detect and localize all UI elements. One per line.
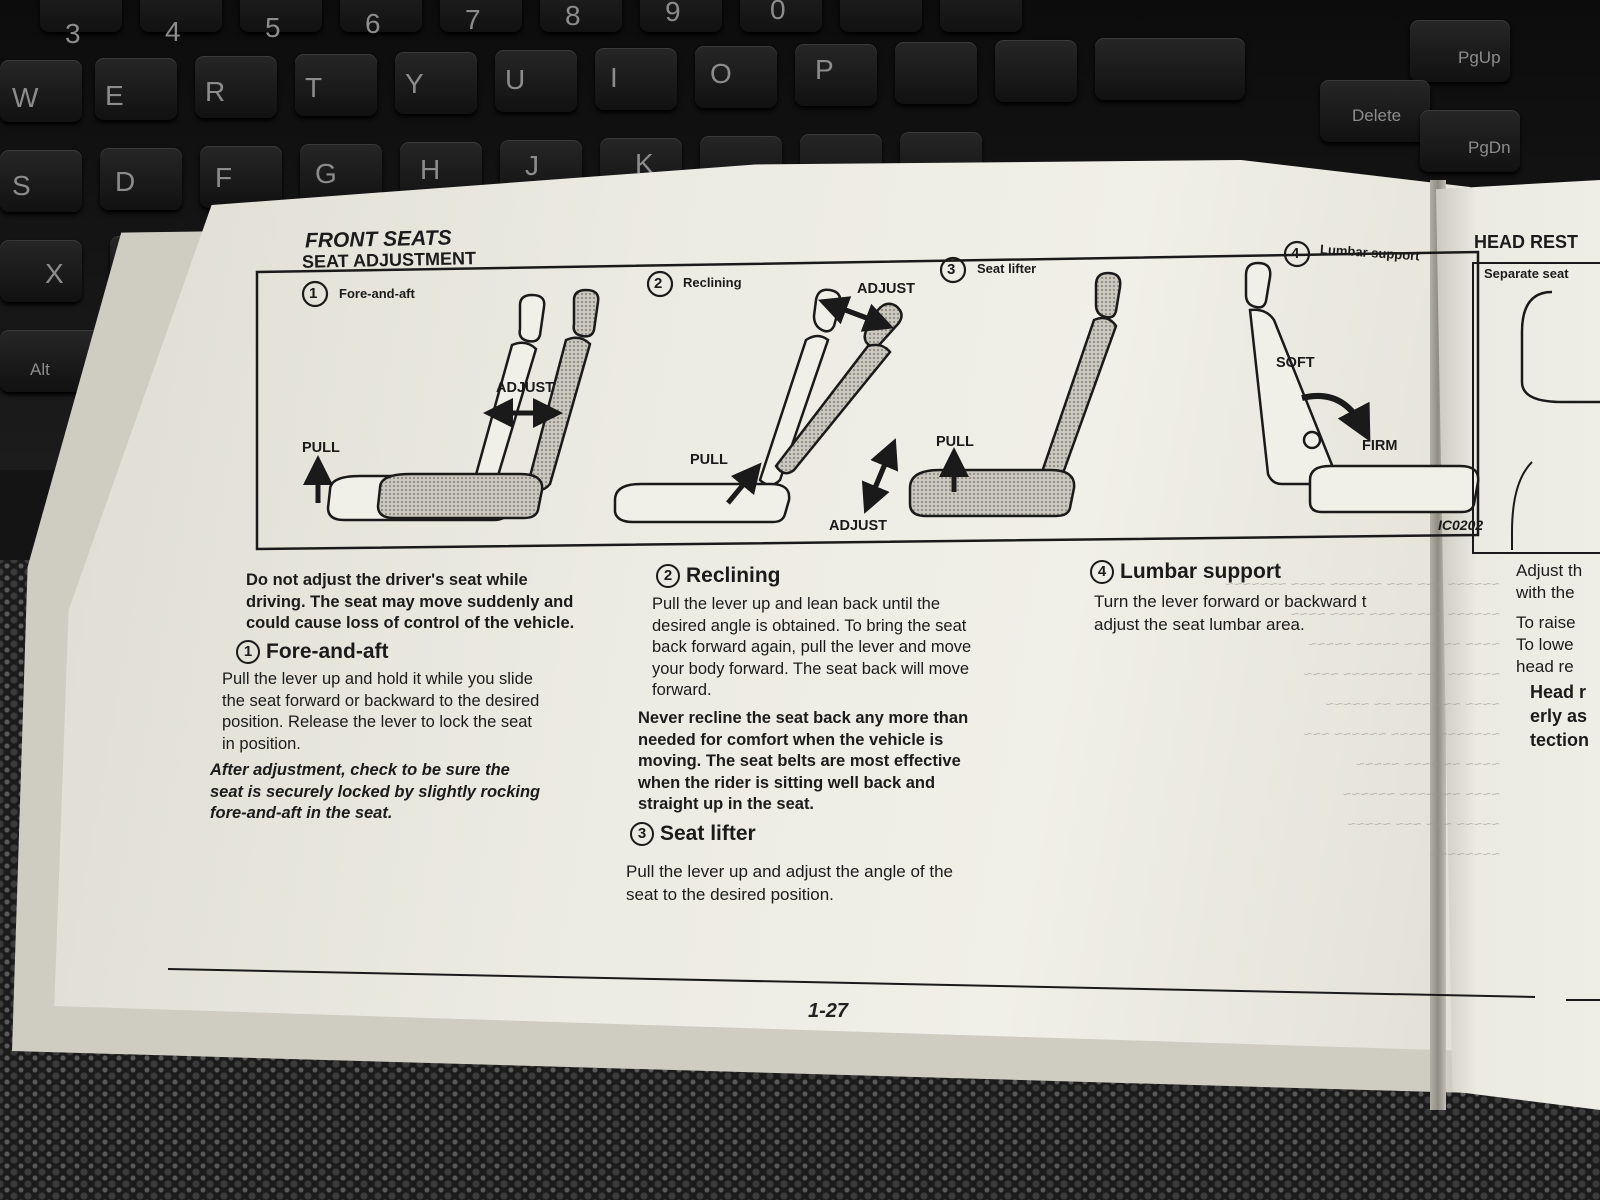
pull-label-3: PULL bbox=[936, 434, 974, 450]
warning-line: Do not adjust the driver's seat while bbox=[246, 571, 528, 589]
key-label: 4 bbox=[165, 16, 181, 47]
body-line: Pull the lever up and hold it while you slide bbox=[222, 670, 533, 688]
warning-line: moving. The seat belts are most effective bbox=[638, 752, 961, 770]
panel-3-number: 3 bbox=[947, 261, 956, 278]
key-label: 5 bbox=[265, 12, 281, 43]
seat-lifter-number: 3 bbox=[630, 822, 654, 846]
pull-label-1: PULL bbox=[302, 440, 340, 456]
key-label: R bbox=[205, 76, 226, 107]
body-line: the seat forward or backward to the desired bbox=[222, 691, 540, 710]
key-label: 9 bbox=[665, 0, 681, 27]
note-line: seat is securely locked by slightly rocking bbox=[210, 782, 541, 801]
warning-line: driving. The seat may move suddenly and bbox=[246, 592, 574, 611]
key-label: 3 bbox=[65, 18, 81, 49]
key-label: 6 bbox=[365, 8, 381, 39]
headrest-illustration bbox=[1472, 262, 1600, 550]
adjust-label-2: ADJUST bbox=[857, 281, 916, 297]
panel-3-caption: Seat lifter bbox=[977, 261, 1037, 276]
adjust-label-3: ADJUST bbox=[829, 518, 888, 534]
page-number: 1-27 bbox=[808, 1000, 849, 1022]
right-page-box-caption: Separate seat bbox=[1484, 266, 1569, 281]
body-line: back forward again, pull the lever and move bbox=[652, 638, 972, 656]
body-line: position. Release the lever to lock the seat bbox=[222, 713, 533, 731]
note-line: fore-and-aft in the seat. bbox=[210, 804, 393, 822]
panel-1-caption: Fore-and-aft bbox=[339, 286, 415, 301]
right-page-text bbox=[1516, 560, 1600, 678]
key-label: W bbox=[12, 82, 39, 113]
subsection-title: SEAT ADJUSTMENT bbox=[301, 248, 477, 272]
body-line: head re bbox=[1516, 657, 1574, 676]
key-label: K bbox=[635, 148, 654, 179]
key-label: I bbox=[610, 62, 618, 93]
adjust-label-1: ADJUST bbox=[496, 380, 555, 396]
warning-line: Never recline the seat back any more than bbox=[638, 709, 969, 727]
key-label: G bbox=[315, 158, 337, 189]
panel-2-number: 2 bbox=[654, 275, 663, 292]
body-line: forward. bbox=[652, 681, 712, 699]
right-page-bold-text bbox=[1530, 680, 1600, 752]
panel-4-caption: Lumbar support bbox=[1319, 241, 1421, 264]
key-label: D bbox=[115, 166, 136, 197]
key-label: P bbox=[815, 54, 834, 85]
key-label: Delete bbox=[1352, 106, 1402, 125]
lumbar-number: 4 bbox=[1090, 560, 1114, 584]
key-label: T bbox=[305, 72, 323, 103]
key-label: 8 bbox=[565, 0, 581, 31]
panel-4-number: 4 bbox=[1291, 245, 1300, 262]
fore-aft-number: 1 bbox=[236, 640, 260, 664]
key-label: E bbox=[105, 80, 124, 111]
section-title: FRONT SEATS bbox=[304, 226, 452, 253]
figure-code: IC0202 bbox=[1438, 517, 1484, 533]
key-label: U bbox=[505, 64, 526, 95]
body-line: adjust the seat lumbar area. bbox=[1094, 615, 1305, 634]
warning-line: erly as bbox=[1530, 706, 1588, 726]
body-line: To lowe bbox=[1516, 635, 1574, 654]
warning-line: tection bbox=[1530, 730, 1590, 750]
bleed-through-text: ~~~~~~ ~~~ ~~~ ~~~~~~ ~~~~ ~~~~~~~ ~~~~~~ ~~~~~ ~~~ ~~~~ ~~~~ ~~~~ ~~ ~~~~ ~~~~~ ~~~~~ ~~~~~~ ~~~ ~~~~~~~~ ~~~~ ~~~~ ~~~ ~~~~ ~~ ~~~~~ ~~~~~~~ ~~~~~ ~~~~~~ ~~~ ~~~~ ~~ ~~~~ ~~~~~ ~~~~ ~~~~~~~ ~~~~~~ ~~~~~ ~~~ ~~~ ~~~~~ ~~~~~~~~ bbox=[1225, 576, 1500, 863]
warning-line: when the rider is sitting well back and bbox=[638, 773, 936, 792]
warning-line: straight up in the seat. bbox=[638, 795, 815, 813]
seat-lifter-heading-text: Seat lifter bbox=[660, 822, 756, 845]
right-page-title: HEAD REST bbox=[1474, 232, 1579, 252]
body-line: your body forward. The seat back will move bbox=[652, 659, 970, 678]
body-line: To raise bbox=[1516, 613, 1576, 632]
reclining-number: 2 bbox=[656, 564, 680, 588]
key-label: Y bbox=[405, 68, 424, 99]
firm-label: FIRM bbox=[1362, 438, 1398, 454]
key-label: 0 bbox=[770, 0, 786, 25]
pull-label-2: PULL bbox=[690, 452, 728, 468]
panel-2-caption: Reclining bbox=[683, 275, 742, 290]
key-label: PgUp bbox=[1458, 48, 1501, 67]
warning-line: Head r bbox=[1530, 682, 1587, 702]
body-line: seat to the desired position. bbox=[626, 885, 834, 904]
key-label: F bbox=[215, 162, 233, 193]
soft-label: SOFT bbox=[1276, 355, 1315, 371]
key-label: Alt bbox=[30, 360, 50, 379]
warning-line: needed for comfort when the vehicle is bbox=[638, 730, 944, 749]
body-line: with the bbox=[1516, 583, 1575, 602]
body-line: Pull the lever up and adjust the angle of the bbox=[626, 862, 954, 881]
body-line: desired angle is obtained. To bring the seat bbox=[652, 616, 967, 635]
body-line: Adjust th bbox=[1516, 561, 1583, 580]
panel-1-number: 1 bbox=[309, 285, 318, 302]
lumbar-heading-text: Lumbar support bbox=[1120, 560, 1281, 583]
reclining-heading-text: Reclining bbox=[686, 564, 781, 587]
key-label: 7 bbox=[465, 4, 481, 35]
warning-line: could cause loss of control of the vehicle. bbox=[246, 614, 575, 632]
key-label: O bbox=[710, 58, 732, 89]
note-line: After adjustment, check to be sure the bbox=[210, 761, 510, 779]
body-line: in position. bbox=[222, 734, 301, 753]
key-label: PgDn bbox=[1468, 138, 1511, 157]
key-label: J bbox=[525, 150, 539, 181]
fore-aft-heading-text: Fore-and-aft bbox=[266, 640, 389, 663]
body-line: Turn the lever forward or backward t bbox=[1094, 592, 1367, 611]
key-label: X bbox=[45, 258, 64, 289]
key-label: S bbox=[12, 170, 31, 201]
body-line: Pull the lever up and lean back until the bbox=[652, 595, 941, 613]
key-label: H bbox=[420, 154, 441, 185]
